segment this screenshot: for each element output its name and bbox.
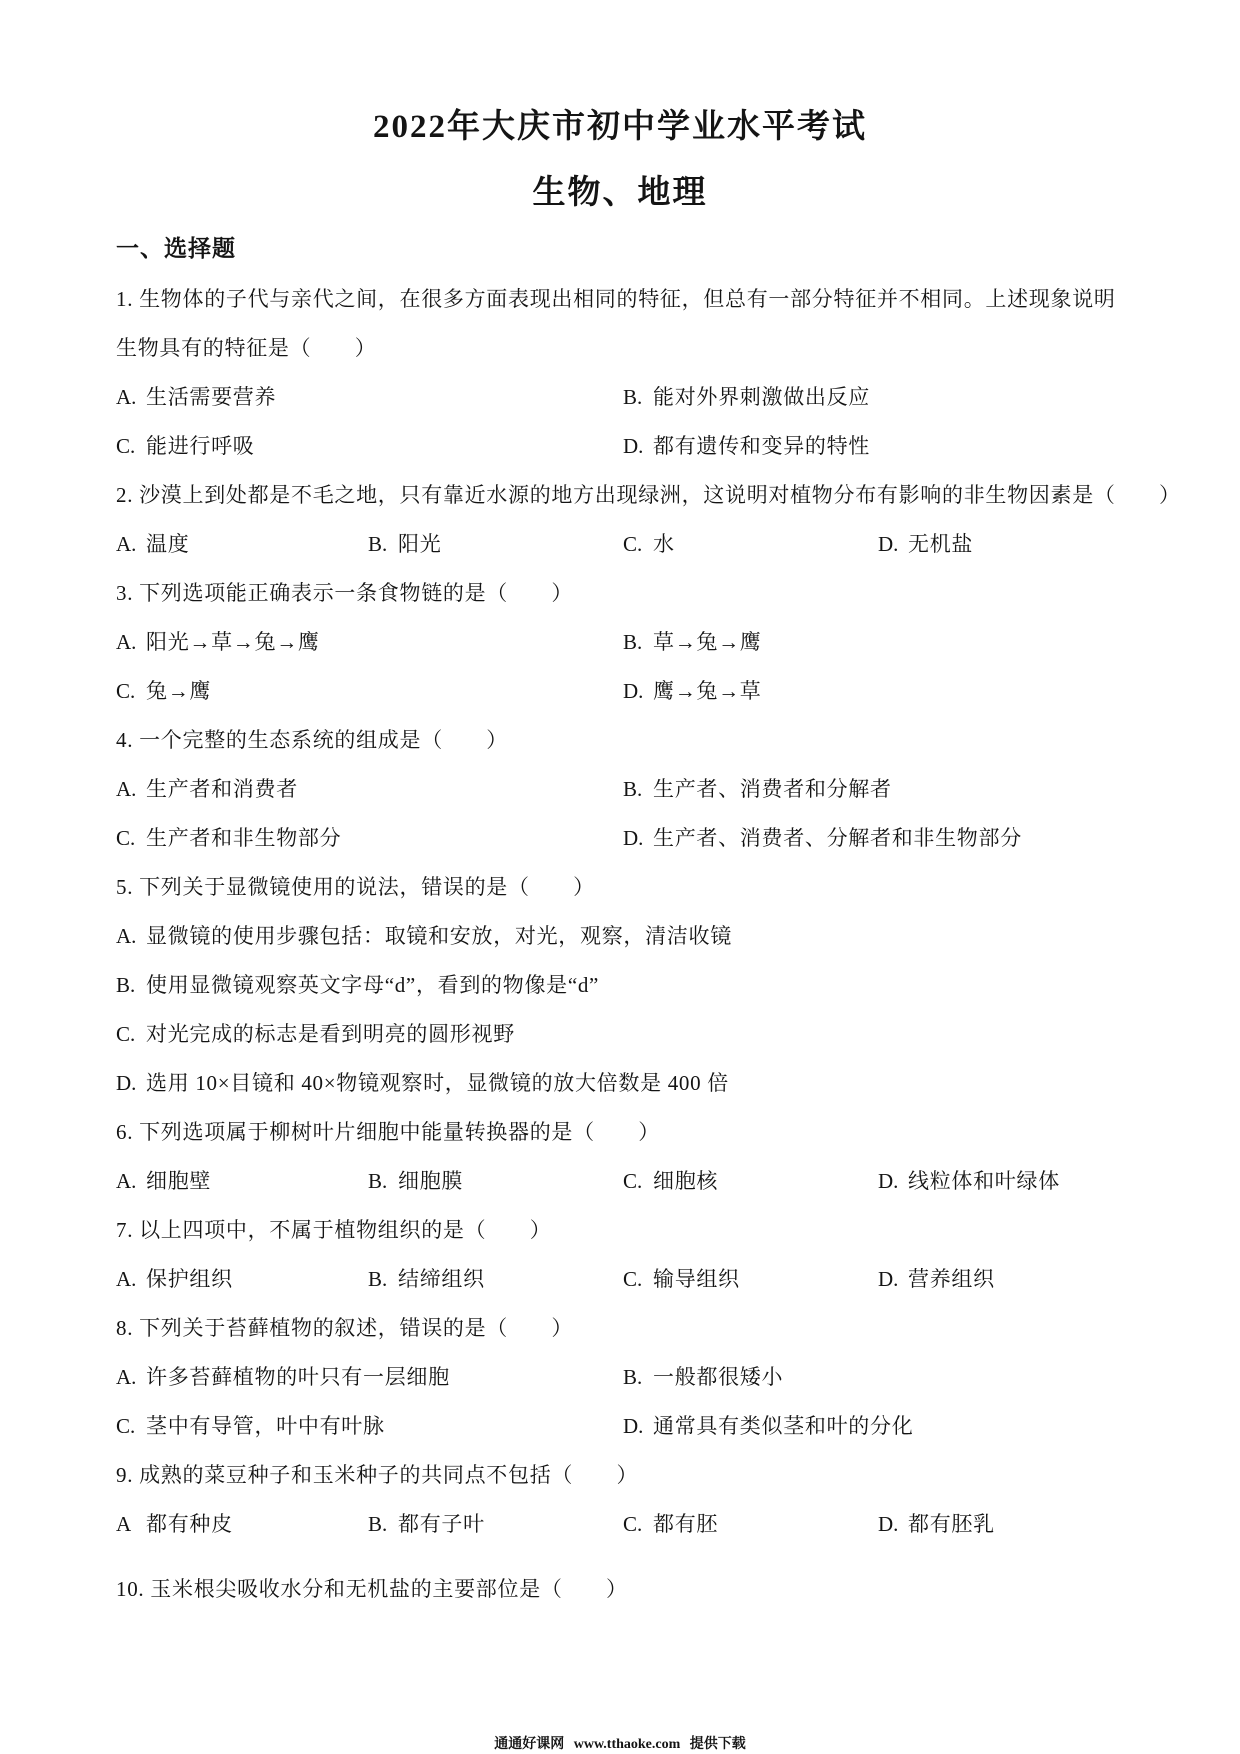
option-label: B. bbox=[623, 777, 643, 801]
option-text: 生活需要营养 bbox=[146, 385, 277, 409]
option-label: B. bbox=[368, 1512, 388, 1536]
option-text: 都有子叶 bbox=[398, 1512, 485, 1536]
option-c bbox=[116, 422, 623, 471]
option-d bbox=[878, 1255, 1176, 1304]
question-7 bbox=[116, 1206, 1176, 1304]
option-a bbox=[116, 373, 623, 422]
options-row bbox=[116, 618, 1176, 667]
option-label: B. bbox=[116, 973, 136, 997]
option-label: D. bbox=[116, 1071, 137, 1095]
option-a bbox=[116, 1157, 368, 1206]
options-row bbox=[116, 1157, 1176, 1206]
option-label: C. bbox=[116, 1414, 136, 1438]
option-b bbox=[623, 765, 1176, 814]
option-text: 对光完成的标志是看到明亮的圆形视野 bbox=[146, 1022, 515, 1046]
option-label: C. bbox=[623, 532, 643, 556]
option-text: 通常具有类似茎和叶的分化 bbox=[653, 1414, 914, 1438]
option-text: 都有胚 bbox=[653, 1512, 719, 1536]
option-text: 保护组织 bbox=[146, 1267, 233, 1291]
option-label: D. bbox=[623, 1414, 644, 1438]
option-c bbox=[623, 1500, 878, 1549]
option-b bbox=[368, 1157, 623, 1206]
option-label: D. bbox=[878, 1512, 899, 1536]
option-label: B. bbox=[623, 630, 643, 654]
option-text: 都有种皮 bbox=[146, 1512, 233, 1536]
question-stem: 3. 下列选项能正确表示一条食物链的是（ ） bbox=[116, 581, 574, 605]
option-text: 鹰→兔→草 bbox=[653, 679, 762, 703]
option-text: 能进行呼吸 bbox=[146, 434, 255, 458]
option-text: 营养组织 bbox=[908, 1267, 995, 1291]
question-stem: 1. 生物体的子代与亲代之间，在很多方面表现出相同的特征，但总有一部分特征并不相同。上述现象说明 bbox=[116, 287, 1116, 311]
option-b bbox=[368, 1255, 623, 1304]
option-a bbox=[116, 1353, 623, 1402]
option-text: 无机盐 bbox=[908, 532, 974, 556]
question-stem: 8. 下列关于苔藓植物的叙述，错误的是（ ） bbox=[116, 1316, 574, 1340]
question-stem: 9. 成熟的菜豆种子和玉米种子的共同点不包括（ ） bbox=[116, 1463, 639, 1487]
option-text: 阳光 bbox=[398, 532, 442, 556]
options-row bbox=[116, 765, 1176, 814]
section-heading: 一、选择题 bbox=[116, 236, 236, 261]
question-5 bbox=[116, 863, 1176, 1108]
option-label: C. bbox=[116, 826, 136, 850]
option-label: A. bbox=[116, 1267, 137, 1291]
option-d bbox=[878, 1500, 1176, 1549]
option-label: C. bbox=[623, 1512, 643, 1536]
option-text: 结缔组织 bbox=[398, 1267, 485, 1291]
question-stem: 5. 下列关于显微镜使用的说法，错误的是（ ） bbox=[116, 875, 595, 899]
question-stem: 2. 沙漠上到处都是不毛之地，只有靠近水源的地方出现绿洲，这说明对植物分布有影响的非生物因素是（ ） bbox=[116, 483, 1181, 507]
options-row bbox=[116, 373, 1176, 422]
question-stem: 10. 玉米根尖吸收水分和无机盐的主要部位是（ ） bbox=[116, 1577, 628, 1601]
option-text: 都有遗传和变异的特性 bbox=[653, 434, 870, 458]
option-a bbox=[116, 618, 623, 667]
option-text: 草→兔→鹰 bbox=[653, 630, 762, 654]
option-label: A. bbox=[116, 630, 137, 654]
question-4 bbox=[116, 716, 1176, 863]
options-row bbox=[116, 1353, 1176, 1402]
option-c bbox=[116, 667, 623, 716]
option-label: B. bbox=[368, 1169, 388, 1193]
option-label: A bbox=[116, 1512, 132, 1536]
option-b bbox=[623, 373, 1176, 422]
option-text: 线粒体和叶绿体 bbox=[908, 1169, 1060, 1193]
options-row bbox=[116, 520, 1176, 569]
option-text: 生产者、消费者、分解者和非生物部分 bbox=[653, 826, 1022, 850]
option-d bbox=[116, 1059, 1176, 1108]
option-text: 阳光→草→兔→鹰 bbox=[146, 630, 320, 654]
options-row bbox=[116, 422, 1176, 471]
option-label: C. bbox=[116, 434, 136, 458]
options-row bbox=[116, 1255, 1176, 1304]
option-a bbox=[116, 912, 1176, 961]
option-label: B. bbox=[368, 1267, 388, 1291]
option-text: 细胞核 bbox=[653, 1169, 719, 1193]
option-label: D. bbox=[878, 1169, 899, 1193]
option-label: C. bbox=[623, 1267, 643, 1291]
option-text: 生产者和非生物部分 bbox=[146, 826, 342, 850]
option-label: D. bbox=[623, 434, 644, 458]
option-text: 细胞膜 bbox=[398, 1169, 464, 1193]
option-text: 兔→鹰 bbox=[146, 679, 212, 703]
option-d bbox=[623, 814, 1176, 863]
option-text: 生产者和消费者 bbox=[146, 777, 298, 801]
option-label: A. bbox=[116, 777, 137, 801]
option-text: 茎中有导管，叶中有叶脉 bbox=[146, 1414, 385, 1438]
option-b bbox=[368, 1500, 623, 1549]
option-label: A. bbox=[116, 385, 137, 409]
option-label: A. bbox=[116, 532, 137, 556]
question-1 bbox=[116, 275, 1176, 471]
option-b bbox=[623, 1353, 1176, 1402]
options-row bbox=[116, 1500, 1176, 1549]
option-a bbox=[116, 520, 368, 569]
options-row bbox=[116, 667, 1176, 716]
option-text: 细胞壁 bbox=[146, 1169, 212, 1193]
option-d bbox=[878, 520, 1176, 569]
option-label: D. bbox=[623, 826, 644, 850]
option-a bbox=[116, 1255, 368, 1304]
option-d bbox=[623, 1402, 1176, 1451]
option-label: D. bbox=[878, 1267, 899, 1291]
option-d bbox=[623, 422, 1176, 471]
option-text: 都有胚乳 bbox=[908, 1512, 995, 1536]
option-c bbox=[623, 1255, 878, 1304]
option-a bbox=[116, 765, 623, 814]
option-label: A. bbox=[116, 1169, 137, 1193]
option-a bbox=[116, 1500, 368, 1549]
question-9 bbox=[116, 1451, 1176, 1549]
option-d bbox=[623, 667, 1176, 716]
exam-subtitle: 生物、地理 bbox=[532, 175, 708, 211]
option-text: 显微镜的使用步骤包括：取镜和安放，对光，观察，清洁收镜 bbox=[146, 924, 732, 948]
option-label: C. bbox=[116, 1022, 136, 1046]
options-row bbox=[116, 814, 1176, 863]
option-b bbox=[116, 961, 1176, 1010]
question-list bbox=[116, 275, 1181, 1614]
option-c bbox=[116, 814, 623, 863]
option-c bbox=[116, 1402, 623, 1451]
question-stem: 4. 一个完整的生态系统的组成是（ ） bbox=[116, 728, 508, 752]
option-text: 使用显微镜观察英文字母“d”，看到的物像是“d” bbox=[146, 973, 600, 997]
question-stem: 7. 以上四项中，不属于植物组织的是（ ） bbox=[116, 1218, 552, 1242]
exam-title: 2022年大庆市初中学业水平考试 bbox=[373, 109, 867, 145]
option-label: D. bbox=[878, 532, 899, 556]
option-b bbox=[368, 520, 623, 569]
option-b bbox=[623, 618, 1176, 667]
question-10 bbox=[116, 1565, 1176, 1614]
option-label: B. bbox=[623, 385, 643, 409]
option-label: D. bbox=[623, 679, 644, 703]
option-text: 许多苔藓植物的叶只有一层细胞 bbox=[146, 1365, 450, 1389]
option-label: A. bbox=[116, 1365, 137, 1389]
option-text: 生产者、消费者和分解者 bbox=[653, 777, 892, 801]
options-row bbox=[116, 1402, 1176, 1451]
question-stem: 生物具有的特征是（ ） bbox=[116, 336, 377, 360]
page-footer: 通通好课网 www.tthaoke.com 提供下载 bbox=[494, 1737, 746, 1752]
option-label: B. bbox=[623, 1365, 643, 1389]
option-text: 输导组织 bbox=[653, 1267, 740, 1291]
option-label: C. bbox=[623, 1169, 643, 1193]
option-c bbox=[116, 1010, 1176, 1059]
question-8 bbox=[116, 1304, 1176, 1451]
option-label: A. bbox=[116, 924, 137, 948]
option-text: 水 bbox=[653, 532, 675, 556]
question-6 bbox=[116, 1108, 1176, 1206]
option-label: C. bbox=[116, 679, 136, 703]
option-text: 一般都很矮小 bbox=[653, 1365, 784, 1389]
option-label: B. bbox=[368, 532, 388, 556]
question-stem: 6. 下列选项属于柳树叶片细胞中能量转换器的是（ ） bbox=[116, 1120, 660, 1144]
question-3 bbox=[116, 569, 1176, 716]
option-text: 能对外界刺激做出反应 bbox=[653, 385, 870, 409]
question-2 bbox=[116, 471, 1181, 569]
option-text: 温度 bbox=[146, 532, 190, 556]
option-text: 选用 10×目镜和 40×物镜观察时，显微镜的放大倍数是 400 倍 bbox=[146, 1071, 729, 1095]
option-c bbox=[623, 520, 878, 569]
option-d bbox=[878, 1157, 1176, 1206]
option-c bbox=[623, 1157, 878, 1206]
